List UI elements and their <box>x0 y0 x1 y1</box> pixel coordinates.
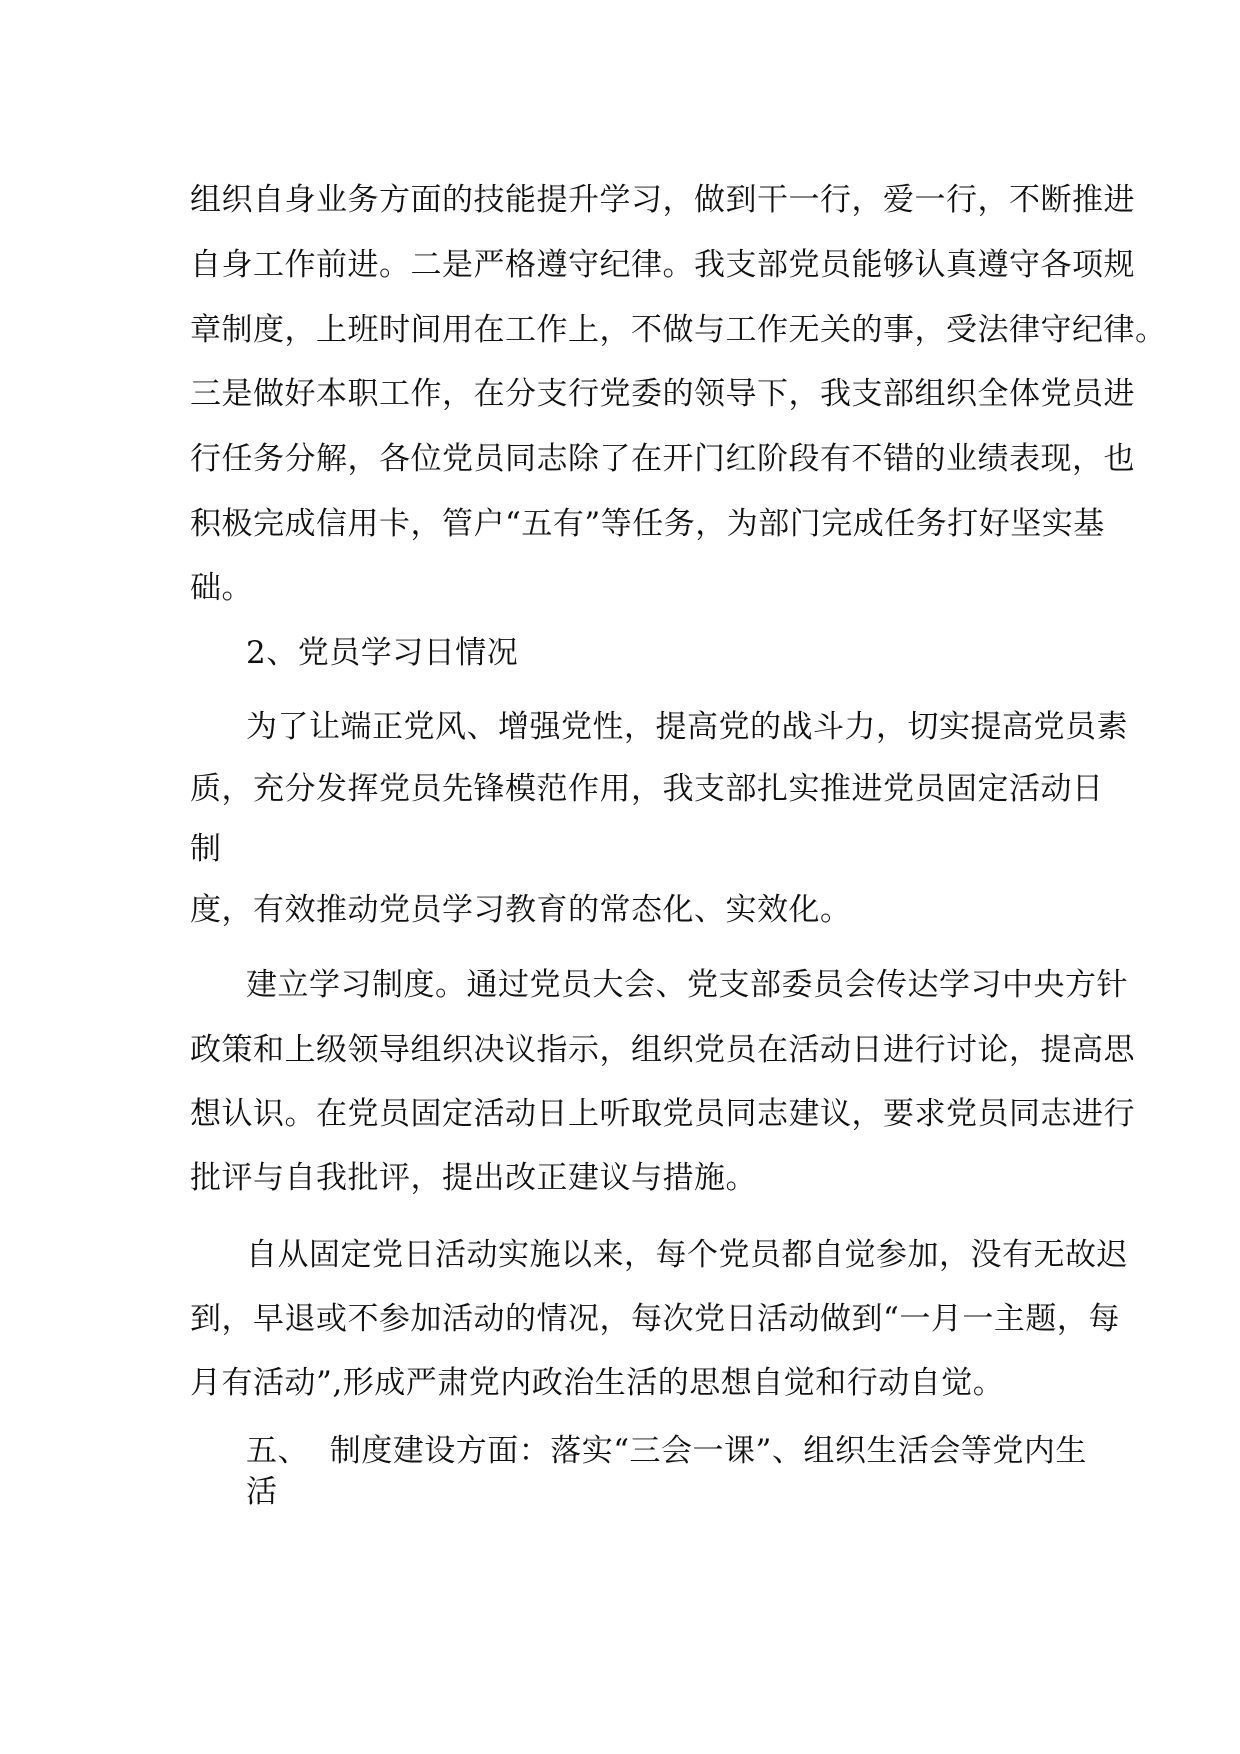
body-text-line: 质，充分发挥党员先锋模范作用，我支部扎实推进党员固定活动日 <box>190 771 1104 807</box>
body-text-line: 为了让端正党风、增强党性，提高党的战斗力，切实提高党员素 <box>246 709 1128 745</box>
body-text-line: 想认识。在党员固定活动日上听取党员同志建议，要求党员同志进行 <box>190 1096 1135 1132</box>
body-text-line: 行任务分解，各位党员同志除了在开门红阶段有不错的业绩表现，也 <box>190 441 1135 477</box>
body-text-line: 到，早退或不参加活动的情况，每次党日活动做到“一月一主题，每 <box>190 1301 1120 1337</box>
body-text-line: 自从固定党日活动实施以来，每个党员都自觉参加，没有无故迟 <box>246 1237 1128 1273</box>
section-heading: 五、 制度建设方面：落实“三会一课”、组织生活会等党内生 <box>246 1433 1087 1469</box>
body-text-line: 积极完成信用卡，管户“五有”等任务，为部门完成任务打好坚实基 <box>190 506 1105 542</box>
body-text-line: 建立学习制度。通过党员大会、党支部委员会传达学习中央方针 <box>246 967 1128 1003</box>
section-heading: 2、党员学习日情况 <box>246 635 519 671</box>
body-text-line: 自身工作前进。二是严格遵守纪律。我支部党员能够认真遵守各项规 <box>190 247 1135 283</box>
body-text-line: 础。 <box>190 570 253 606</box>
body-text-line: 三是做好本职工作，在分支行党委的领导下，我支部组织全体党员进 <box>190 376 1135 412</box>
body-text-line: 组织自身业务方面的技能提升学习，做到干一行，爱一行，不断推进 <box>190 182 1135 218</box>
body-text-line: 政策和上级领导组织决议指示，组织党员在活动日进行讨论，提高思 <box>190 1032 1135 1068</box>
body-text-line: 批评与自我批评，提出改正建议与措施。 <box>190 1160 757 1196</box>
body-text-line: 制 <box>190 831 222 867</box>
section-heading-continuation: 活 <box>246 1474 278 1510</box>
body-text-line: 度，有效推动党员学习教育的常态化、实效化。 <box>190 892 852 928</box>
body-text-line: 章制度，上班时间用在工作上，不做与工作无关的事，受法律守纪律。 <box>190 312 1167 348</box>
body-text-line: 月有活动”,形成严肃党内政治生活的思想自觉和行动自觉。 <box>190 1365 1005 1401</box>
